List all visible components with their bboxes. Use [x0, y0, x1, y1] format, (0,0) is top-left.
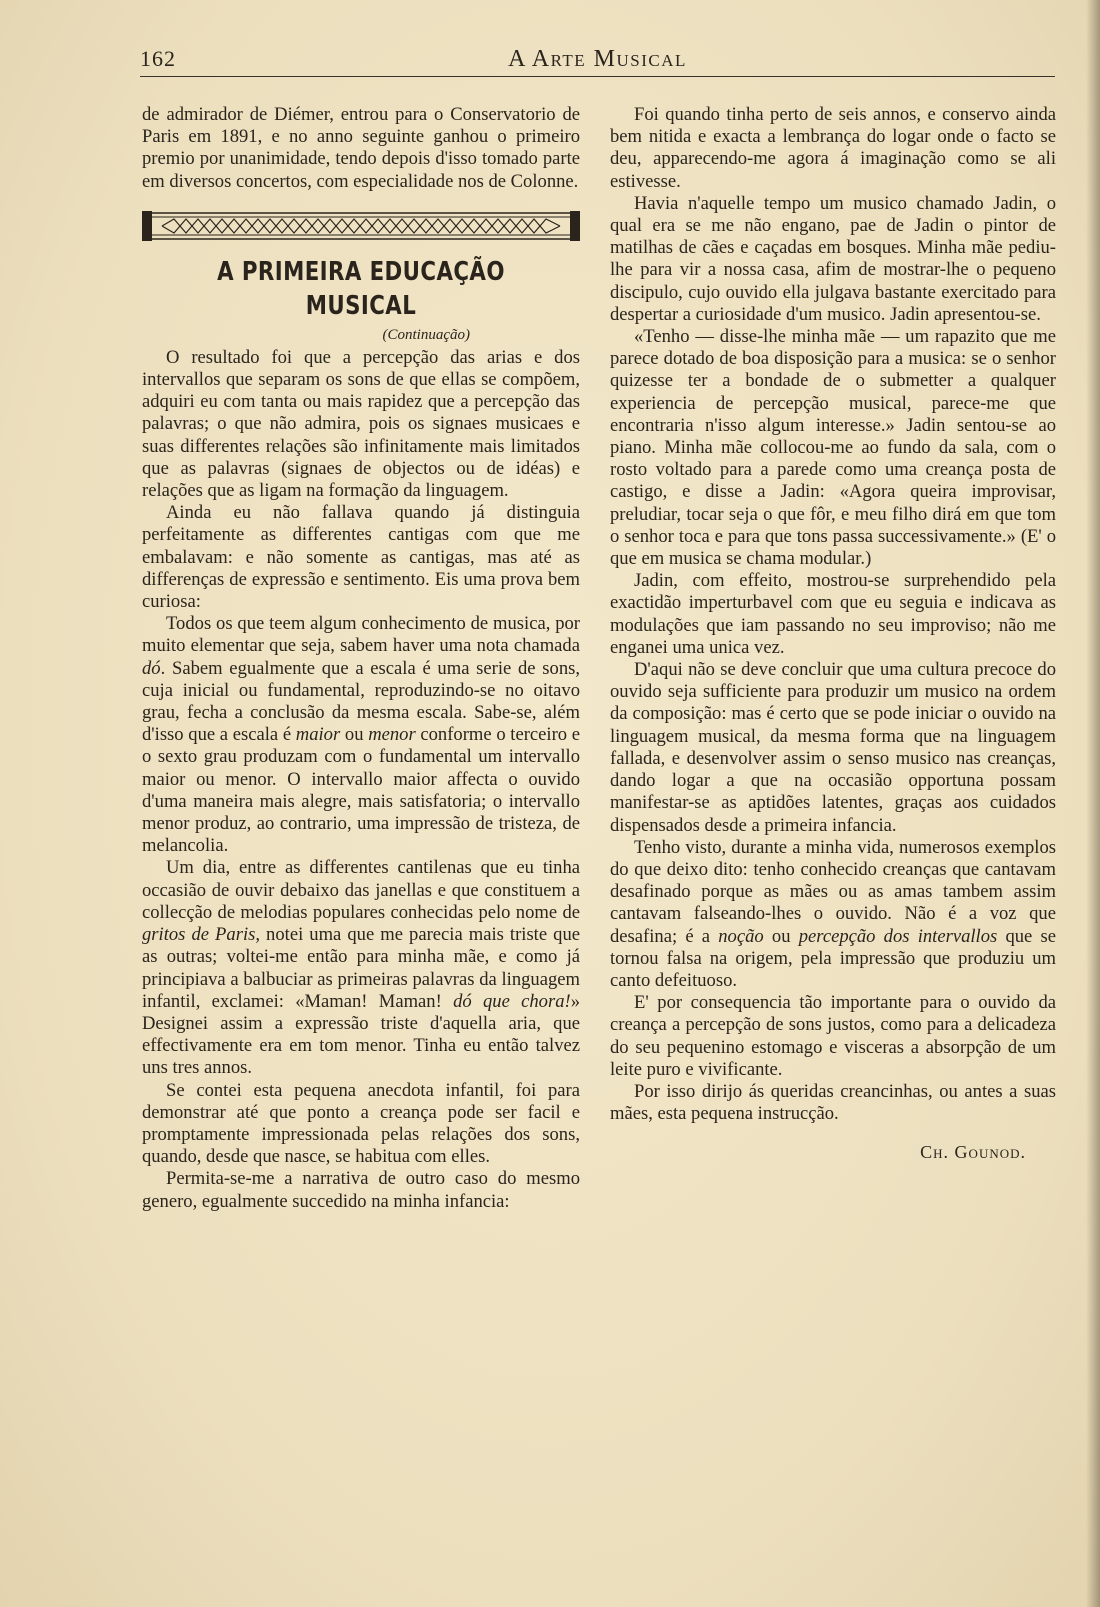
paragraph: Permita-se-me a narrativa de outro caso do mesmo genero, egualmente succedido na minha infancia: — [142, 1168, 580, 1212]
running-title: A Arte Musical — [508, 46, 687, 72]
left-column — [142, 104, 580, 1213]
paragraph: D'aqui não se deve concluir que uma cultura precoce do ouvido seja sufficiente para produzir um musico na ordem da composição: mas é certo que se pode iniciar o ouvido na linguagem musical, da mesma forma que na linguagem fallada, e desenvolver assim o senso musico nas creanças, dando logar a que na occasião opportuna possam manifestar-se as aptidões latentes, graças aos cuidados dispensados desde a primeira infancia. — [610, 659, 1056, 836]
page-number: 162 — [140, 46, 176, 71]
page-header — [140, 42, 1055, 77]
paragraph: Por isso dirijo ás queridas creancinhas, ou antes a suas mães, esta pequena instrucção. — [610, 1080, 1056, 1125]
paragraph: «Tenho — disse-lhe minha mãe — um rapazito que me parece dotado de boa disposição para a musica: se o senhor quizesse ter a bondade de o submetter a qualquer experiencia de percepção musical, parece-me que encontraria n'isso algum interesse.» Jadin sentou-se ao piano. Minha mãe collocou-me ao fundo da sala, com o rosto voltado para a parede como uma creança posta de castigo, e disse a Jadin: «Agora queira improvisar, preludiar, tocar seja o que fôr, e meu filho dirá em que tom o senhor toca e para que tons passa successivamente.» (E' o que em musica se chama modular.) — [610, 326, 1056, 570]
decorative-ornament — [142, 211, 580, 241]
article-title: A PRIMEIRA EDUCAÇÃO MUSICAL — [217, 256, 505, 321]
right-column — [610, 104, 1056, 1164]
paragraph: Jadin, com effeito, mostrou-se surprehendido pela exactidão imperturbavel com que eu seguia e indicava as modulações que iam passando no seu improviso; não me enganei uma unica vez. — [610, 570, 1056, 658]
paragraph: O resultado foi que a percepção das arias e dos intervallos que separam os sons de que ellas se compõem, adquiri eu com tanta ou mais rapidez que a percepção das palavras; o que não admira, pois os signaes musicaes e suas differentes relações são infinitamente mais limitados que as palavras (signaes de objectos ou de idéas) e relações que as ligam na formação da linguagem. — [142, 346, 580, 502]
author-signature: Ch. Gounod. — [920, 1142, 1026, 1163]
paragraph: E' por consequencia tão importante para o ouvido da creança a percepção de sons justos, como para a delicadeza do seu pequenino estomago e visceras a absorpção de um leite puro e vivificante. — [610, 992, 1056, 1080]
ornament-border-icon — [142, 211, 580, 241]
paragraph: Um dia, entre as differentes cantilenas que eu tinha occasião de ouvir debaixo das janellas e que constituem a collecção de melodias populares conhecidas pelo nome de gritos de Paris, notei uma que me parecia mais triste que as outras; voltei-me então para minha mãe, e como já principiava a balbuciar as primeiras palavras da linguagem infantil, exclamei: «Maman! Maman! dó que chora!» Designei assim a expressão triste d'aquella aria, que effectivamente era em tom menor. Tinha eu então talvez uns tres annos. — [142, 857, 580, 1079]
paragraph: Ainda eu não fallava quando já distinguia perfeitamente as differentes cantigas com que me embalavam: e não somente as cantigas, mas até as differenças de expressão e sentimento. Eis uma prova bem curiosa: — [142, 502, 580, 613]
paragraph: Havia n'aquelle tempo um musico chamado Jadin, o qual era se me não engano, pae de Jadin o pintor de matilhas de cães e caçadas em bosques. Minha mãe pediu-lhe para vir a nossa casa, afim de mostrar-lhe o pequeno discipulo, cujo ouvido ella julgava bastante exercitado para despertar a curiosidade d'um musico. Jadin apresentou-se. — [610, 192, 1056, 325]
paragraph: Todos os que teem algum conhecimento de musica, por muito elementar que seja, sabem haver uma nota chamada dó. Sabem egualmente que a escala é uma serie de sons, cuja inicial ou fundamental, reproduzindo-se no oitavo grau, fecha a conclusão da mesma escala. Sabe-se, além d'isso que a escala é maior ou menor conforme o terceiro e o sexto grau produzam com o fundamental um intervallo maior ou menor. O intervallo maior affecta o ouvido d'uma maneira mais alegre, mais satisfatoria; o intervallo menor produz, ao contrario, uma impressão de tristeza, de melancolia. — [142, 613, 581, 857]
paragraph: Tenho visto, durante a minha vida, numerosos exemplos do que deixo dito: tenho conhecido creanças que cantavam desafinado porque as mães ou as amas tambem assim cantavam falseando-lhes o ouvido. Não é a voz que desafina; é a noção ou percepção dos intervallos que se tornou falsa na origem, pela impressão que produziu um canto defeituoso. — [610, 836, 1057, 991]
paragraph: Foi quando tinha perto de seis annos, e conservo ainda bem nitida e exacta a lembrança do logar onde o facto se deu, apparecendo-me agora á imaginação como se ali estivesse. — [610, 104, 1056, 192]
continuation-note: (Continuação) — [382, 326, 470, 343]
paragraph: Se contei esta pequena anecdota infantil, foi para demonstrar até que ponto a creança pode ser facil e promptamente impressionada pelas relações dos sons, quando, desde que nasce, se habitua com elles. — [142, 1079, 580, 1168]
page-edge-shadow — [1086, 0, 1100, 1607]
intro-paragraph: de admirador de Diémer, entrou para o Conservatorio de Paris em 1891, e no anno seguinte ganhou o primeiro premio por unanimidade, tendo depois d'isso tomado parte em diversos concertos, com especialidade nos de Colonne. — [142, 104, 580, 192]
